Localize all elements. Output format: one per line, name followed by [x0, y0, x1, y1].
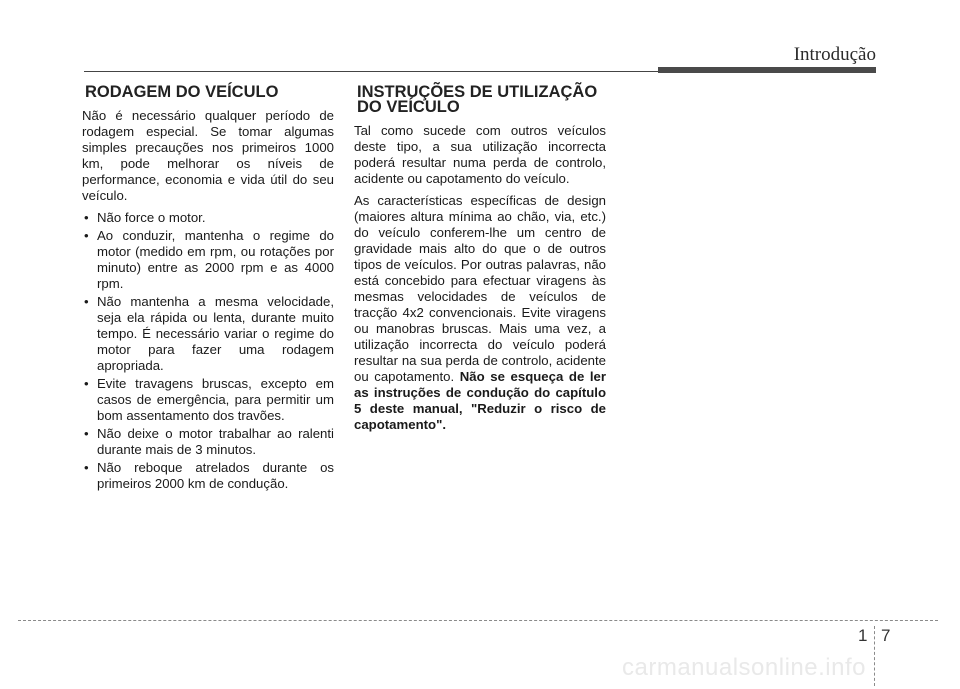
header-rule: [84, 71, 660, 72]
page-number-separator: [874, 626, 876, 686]
bullet-item: • Evite travagens bruscas, excepto em casos de emergência, para permitir um bom assentamento dos travões.: [82, 376, 334, 424]
left-column: [82, 85, 334, 494]
instrucoes-paragraph-2: [354, 193, 606, 433]
page-chapter-number: 1: [858, 626, 868, 645]
bullet-item: • Ao conduzir, mantenha o regime do motor (medido em rpm, ou rotações por minuto) entre as 2000 rpm e as 4000 rpm.: [82, 228, 334, 292]
bullet-item: • Não force o motor.: [82, 210, 334, 226]
footer-dashed-rule: [18, 620, 938, 621]
watermark: carmanualsonline.info: [622, 654, 866, 681]
bullet-item: • Não mantenha a mesma velocidade, seja ela rápida ou lenta, durante muito tempo. É necessário variar o regime do motor para fazer uma rodagem apropriada.: [82, 294, 334, 374]
rodagem-intro: Não é necessário qualquer período de rodagem especial. Se tomar algumas simples precauções nos primeiros 1000 km, pode melhorar os níveis de performance, economia e vida útil do seu veículo.: [82, 108, 334, 203]
header-bar: [658, 67, 876, 73]
instrucoes-paragraph-2-text: As características específicas de design (maiores altura mínima ao chão, via, etc.) do veículo conferem-lhe um centro de gravidade mais alto do que o de outros tipos de veículos. Por outras palavras, não está concebido para efectuar viragens às mesmas velocidades de veículos de tracção 4x2 convencionais. Evite viragens ou manobras bruscas. Mais uma vez, a utilização incorrecta do veículo poderá resultar na sua perda de controlo, acidente ou capotamento.: [354, 193, 606, 384]
page-number: 7: [881, 626, 891, 645]
instrucoes-warning-bold: Não se esqueça de ler as instruções de condução do capítulo 5 deste manual, "Reduzir o risco de capotamento".: [354, 369, 606, 432]
bullet-item: • Não reboque atrelados durante os primeiros 2000 km de condução.: [82, 460, 334, 492]
header-title: Introdução: [793, 44, 876, 65]
rodagem-bullet-list: [82, 210, 334, 492]
section-heading-rodagem: RODAGEM DO VEÍCULO: [85, 83, 279, 101]
right-column: [354, 85, 606, 439]
bullet-item: • Não deixe o motor trabalhar ao ralenti durante mais de 3 minutos.: [82, 426, 334, 458]
instrucoes-paragraph-1: Tal como sucede com outros veículos deste tipo, a sua utilização incorrecta poderá resultar numa perda de controlo, acidente ou capotamento do veículo.: [354, 123, 606, 186]
section-heading-instrucoes: INSTRUÇÕES DE UTILIZAÇÃO DO VEÍCULO: [357, 83, 598, 116]
